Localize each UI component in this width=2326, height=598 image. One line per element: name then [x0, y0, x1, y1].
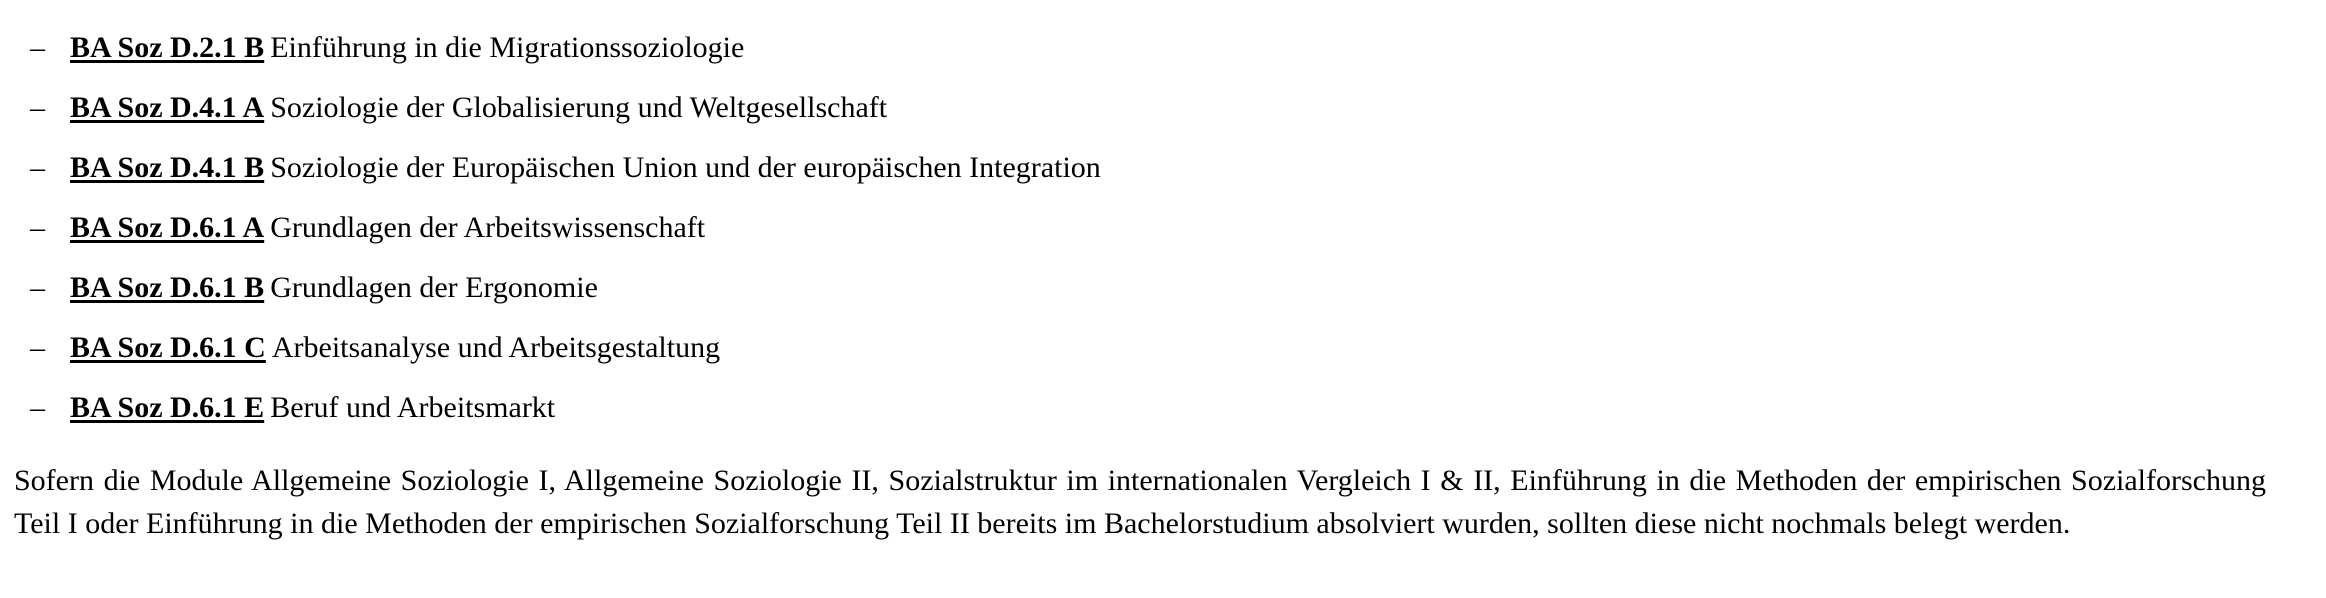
- bullet-dash: –: [30, 391, 45, 424]
- module-title: Grundlagen der Ergonomie: [270, 271, 598, 304]
- module-code: BA Soz D.4.1 B: [70, 151, 265, 184]
- bullet-dash: –: [30, 271, 45, 304]
- list-item: [10, 78, 2266, 138]
- list-item: [10, 378, 2266, 438]
- bullet-dash: –: [30, 211, 45, 244]
- module-title: Einführung in die Migrationssoziologie: [270, 31, 745, 64]
- bullet-dash: –: [30, 31, 45, 64]
- module-title: Soziologie der Europäischen Union und der europäischen Integration: [270, 151, 1101, 184]
- module-code: BA Soz D.2.1 B: [70, 31, 265, 64]
- module-code: BA Soz D.4.1 A: [70, 91, 265, 124]
- module-code: BA Soz D.6.1 A: [70, 211, 265, 244]
- bullet-dash: –: [30, 331, 45, 364]
- module-code: BA Soz D.6.1 E: [70, 391, 265, 424]
- module-code: BA Soz D.6.1 B: [70, 271, 265, 304]
- bullet-dash: –: [30, 91, 45, 124]
- module-title: Soziologie der Globalisierung und Weltgesellschaft: [270, 91, 888, 124]
- list-item: [10, 138, 2266, 198]
- list-item: [10, 18, 2266, 78]
- list-item: [10, 198, 2266, 258]
- module-code: BA Soz D.6.1 C: [70, 331, 266, 364]
- list-item: [10, 318, 2266, 378]
- module-title: Grundlagen der Arbeitswissenschaft: [270, 211, 706, 244]
- note-paragraph: Sofern die Module Allgemeine Soziologie I, Allgemeine Soziologie II, Sozialstruktur im internationalen Vergleich I & II, Einführung in die Methoden der empirischen Sozialforschung Teil I oder Einführung in die Methoden der empirischen Sozialforschung Teil II bereits im Bachelorstudium absolviert wurden, sollten diese nicht nochmals belegt werden.: [14, 464, 2266, 540]
- module-list: [10, 18, 2266, 438]
- bullet-dash: –: [30, 151, 45, 184]
- module-title: Beruf und Arbeitsmarkt: [270, 391, 556, 424]
- list-item: [10, 258, 2266, 318]
- module-title: Arbeitsanalyse und Arbeitsgestaltung: [271, 331, 721, 364]
